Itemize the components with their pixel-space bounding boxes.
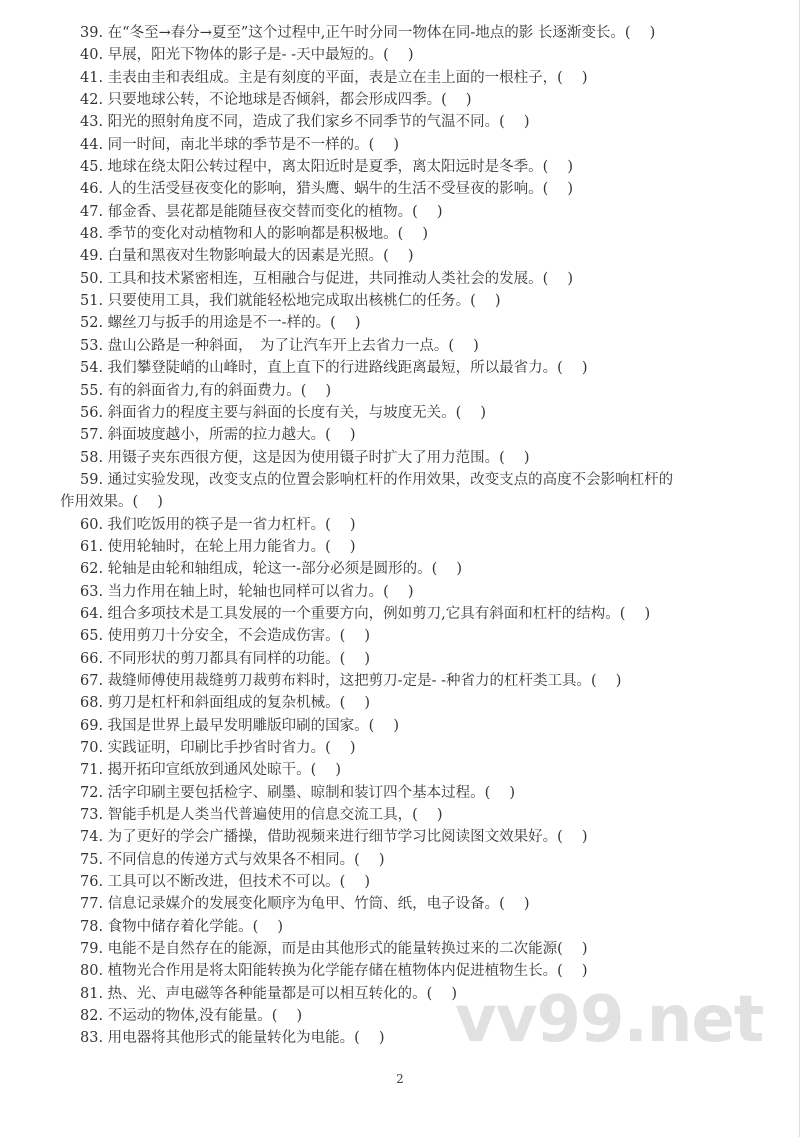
question-item: 73. 智能手机是人类当代普遍使用的信息交流工具，( ) (80, 807, 443, 824)
question-item: 67. 裁缝师傅使用裁缝剪刀裁剪布料时，这把剪刀-定是- -种省力的杠杆类工具。( ) (80, 672, 622, 689)
question-item: 82. 不运动的物体,没有能量。( ) (80, 1008, 303, 1025)
question-item: 83. 用电器将其他形式的能量转化为电能。( ) (80, 1030, 385, 1047)
question-list (60, 22, 780, 1057)
question-item: 40. 早展，阳光下物体的影子是- -天中最短的。( ) (80, 47, 414, 64)
question-item: 48. 季节的变化对动植物和人的影响都是积极地。( ) (80, 226, 429, 243)
question-item: 44. 同一时间，南北半球的季节是不一样的。( ) (80, 136, 400, 153)
question-item: 41. 圭表由圭和表组成。主是有刻度的平面，表是立在圭上面的一根柱子，( ) (80, 69, 588, 86)
question-item: 55. 有的斜面省力,有的斜面费力。( ) (80, 382, 332, 399)
question-item: 60. 我们吃饭用的筷子是一省力杠杆。( ) (80, 516, 356, 533)
question-item: 39. 在“冬至→春分→夏至”这个过程中,正午时分同一物体在同-地点的影 长逐渐变长。( ) (80, 25, 656, 41)
question-item: 46. 人的生活受昼夜变化的影响，猎头鹰、蜗牛的生活不受昼夜的影响。( ) (80, 181, 574, 198)
question-item: 72. 活字印刷主要包括检字、刷墨、晾制和装订四个基本过程。( ) (80, 784, 516, 801)
question-item: 80. 植物光合作用是将太阳能转换为化学能存储在植物体内促进植物生长。( ) (80, 963, 588, 980)
question-item: 71. 揭开拓印宣纸放到通风处晾干。( ) (80, 762, 342, 779)
question-item: 81. 热、光、声电磁等各种能量都是可以相互转化的。( ) (80, 985, 458, 1002)
question-item: 68. 剪刀是杠杆和斜面组成的复杂机械。( ) (80, 695, 371, 712)
question-item: 47. 郁金香、昙花都是能随昼夜交替而变化的植物。( ) (80, 203, 443, 220)
question-item: 57. 斜面坡度越小，所需的拉力越大。( ) (80, 427, 356, 444)
question-item: 78. 食物中储存着化学能。( ) (80, 918, 284, 935)
question-item: 50. 工具和技术紧密相连，互相融合与促进，共同推动人类社会的发展。( ) (80, 270, 574, 287)
question-item: 66. 不同形状的剪刀都具有同样的功能。( ) (80, 650, 371, 667)
question-item: 61. 使用轮轴时，在轮上用力能省力。( ) (80, 538, 356, 555)
question-item: 64. 组合多项技术是工具发展的一个重要方向，例如剪刀,它具有斜面和杠杆的结构。( ) (80, 605, 651, 622)
question-item: 76. 工具可以不断改进，但技术不可以。( ) (80, 874, 371, 891)
question-item: 52. 螺丝刀与扳手的用途是不一-样的。( ) (80, 315, 361, 332)
watermark: vv99.net (455, 983, 764, 1057)
question-item: 77. 信息记录媒介的发展变化顺序为龟甲、竹筒、纸，电子设备。( ) (80, 896, 530, 913)
question-item: 69. 我国是世界上最早发明雕版印刷的国家。( ) (80, 717, 400, 734)
question-item: 65. 使用剪刀十分安全，不会造成伤害。( ) (80, 628, 371, 645)
question-item: 59. 通过实验发现，改变支点的位置会影响杠杆的作用效果，改变支点的高度不会影响杠杆的 (80, 471, 674, 488)
question-item: 63. 当力作用在轴上时，轮轴也同样可以省力。( ) (80, 583, 414, 600)
question-item: 43. 阳光的照射角度不同，造成了我们家乡不同季节的气温不同。( ) (80, 114, 530, 131)
question-item: 74. 为了更好的学会广播操，借助视频来进行细节学习比阅读图文效果好。( ) (80, 829, 588, 846)
question-continuation: 作用效果。( ) (60, 494, 163, 511)
question-item: 42. 只要地球公转，不论地球是否倾斜，都会形成四季。( ) (80, 92, 472, 109)
question-item: 70. 实践证明，印刷比手抄省时省力。( ) (80, 740, 356, 756)
question-item: 51. 只要使用工具，我们就能轻松地完成取出核桃仁的任务。( ) (80, 293, 501, 310)
page-number: 2 (396, 1072, 404, 1086)
question-item: 56. 斜面省力的程度主要与斜面的长度有关，与坡度无关。( ) (80, 404, 487, 421)
question-item: 45. 地球在绕太阳公转过程中，离太阳近时是夏季，离太阳远时是冬季。( ) (80, 159, 574, 176)
question-item: 49. 白量和黑夜对生物影响最大的因素是光照。( ) (80, 248, 414, 265)
question-item: 53. 盘山公路是一种斜面， 为了让汽车开上去省力一点。( ) (80, 337, 479, 354)
question-item: 54. 我们攀登陡峭的山峰时，直上直下的行进路线距离最短，所以最省力。( ) (80, 360, 588, 377)
question-item: 79. 电能不是自然存在的能源，而是由其他形式的能量转换过来的二次能源( ) (80, 941, 588, 958)
question-item: 75. 不同信息的传递方式与效果各不相同。( ) (80, 851, 385, 868)
question-item: 58. 用镊子夹东西很方便，这是因为使用镊子时扩大了用力范围。( ) (80, 449, 530, 466)
question-item: 62. 轮轴是由轮和轴组成，轮这一-部分必须是圆形的。( ) (80, 561, 462, 578)
